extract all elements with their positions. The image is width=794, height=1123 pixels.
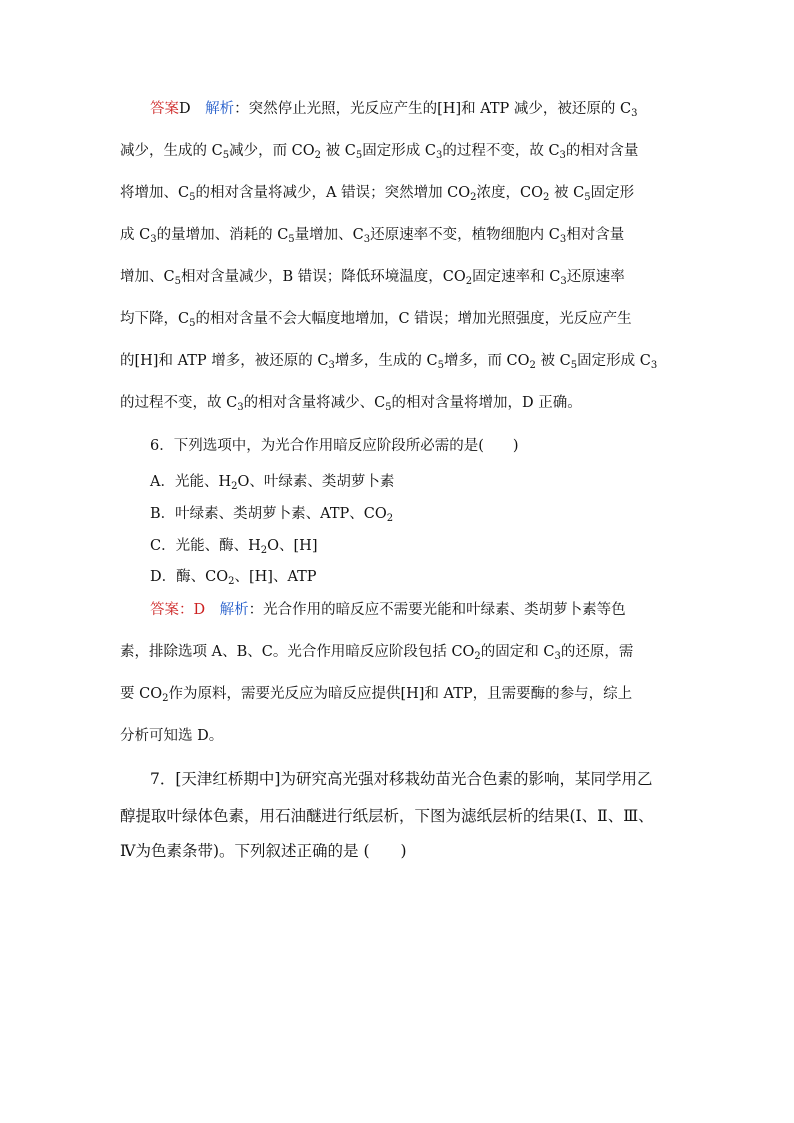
- q6-option-a: A．光能、$H_2O$、叶绿素、类胡萝卜素: [150, 474, 395, 492]
- q6-analysis-line-1: 答案：D 解析：光合作用的暗反应不需要光能和叶绿素、类胡萝卜素等色: [150, 602, 626, 618]
- q5-analysis-line-6: 均下降，$C_5$的相对含量不会大幅度地增加，C 错误；增加光照强度，光反应产生: [120, 311, 632, 329]
- analysis-label: 解析: [205, 101, 235, 117]
- q7-stem-line-2: 醇提取叶绿体色素，用石油醚进行纸层析，下图为滤纸层析的结果(Ⅰ、Ⅱ、Ⅲ、: [120, 807, 654, 825]
- q6-analysis-line-3: 要 $CO_2$作为原料，需要光反应为暗反应提供[H]和 ATP，且需要酶的参与，综上: [120, 686, 633, 704]
- answer-label: 答案: [150, 101, 179, 117]
- q7-stem-line-1: 7．[天津红桥期中]为研究高光强对移栽幼苗光合色素的影响，某同学用乙: [150, 770, 653, 788]
- q5-analysis-line-3: 将增加、$C_5$的相对含量将减少，A 错误；突然增加 $CO_2$浓度，$CO_2$ 被 $C_5$固定形: [120, 185, 635, 203]
- answer-value: ：D: [179, 602, 206, 618]
- answer-label: 答案: [150, 602, 179, 618]
- q6-option-d: D．酶、$CO_2$、[H]、ATP: [150, 569, 317, 587]
- answer-value: D: [179, 101, 191, 117]
- q5-analysis-line-4: 成 $C_3$的量增加、消耗的 $C_5$量增加、$C_3$还原速率不变，植物细胞内 $C_3$相对含量: [120, 227, 625, 245]
- q5-analysis-line-1: 答案D 解析：突然停止光照，光反应产生的[H]和 ATP 减少，被还原的 $C_3$: [150, 101, 638, 119]
- q6-stem: 6．下列选项中，为光合作用暗反应阶段所必需的是( ): [150, 438, 519, 454]
- q6-analysis-line-4: 分析可知选 D。: [120, 728, 224, 744]
- q5-analysis-line-2: 减少，生成的 $C_5$减少，而 $CO_2$ 被 $C_5$固定形成 $C_3$的过程不变，故 $C_3$的相对含量: [120, 143, 639, 161]
- q6-option-c: C．光能、酶、$H_2O$、[H]: [150, 538, 318, 556]
- q5-analysis-line-5: 增加、$C_5$相对含量减少，B 错误；降低环境温度，$CO_2$固定速率和 $C_3$还原速率: [120, 269, 625, 287]
- q6-analysis-line-2: 素，排除选项 A、B、C。光合作用暗反应阶段包括 $CO_2$的固定和 $C_3$的还原，需: [120, 644, 634, 662]
- q5-analysis-line-7: 的[H]和 ATP 增多，被还原的 $C_3$增多，生成的 $C_5$增多，而 $CO_2$ 被 $C_5$固定形成 $C_3$: [120, 353, 658, 371]
- q5-analysis-line-8: 的过程不变，故 $C_3$的相对含量将减少、$C_5$的相对含量将增加，D 正确。: [120, 395, 582, 413]
- analysis-label: 解析: [219, 602, 249, 618]
- q7-stem-line-3: Ⅳ为色素条带)。下列叙述正确的是 ( ): [120, 842, 407, 860]
- q6-option-b: B．叶绿素、类胡萝卜素、ATP、$CO_2$: [150, 506, 394, 524]
